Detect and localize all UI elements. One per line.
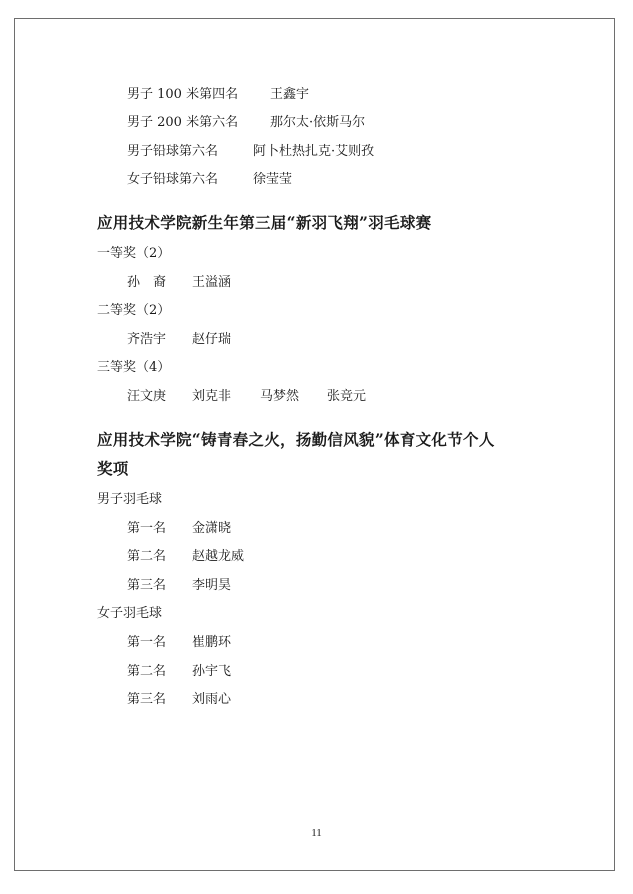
event-label: 女子铅球第六名 (127, 172, 219, 187)
winner-name: 崔鹏环 (192, 635, 232, 650)
winner-name: 刘克非 (192, 389, 232, 404)
category-label: 女子羽毛球 (97, 606, 163, 621)
winner-name: 孙 裔 (127, 275, 167, 290)
category-label: 男子羽毛球 (97, 492, 163, 507)
event-label: 男子 200 米第六名 (127, 115, 239, 130)
event-label: 男子铅球第六名 (127, 144, 219, 159)
prize-label: 三等奖（4） (97, 360, 171, 375)
place-label: 第二名 (127, 549, 167, 564)
result-row (127, 86, 238, 104)
winner-name: 孙宇飞 (192, 664, 232, 679)
winner-name: 马梦然 (260, 389, 300, 404)
winner-name: 汪文庚 (127, 389, 167, 404)
winner-name: 齐浩宇 (127, 332, 167, 347)
place-label: 第三名 (127, 692, 167, 707)
athlete-name: 阿卜杜热扎克·艾则孜 (253, 144, 375, 159)
prize-label: 二等奖（2） (97, 303, 171, 318)
event-label: 男子 100 米第四名 (127, 87, 239, 102)
athlete-name: 那尔太·依斯马尔 (270, 115, 366, 130)
place-label: 第一名 (127, 521, 167, 536)
section-heading-continued: 奖项 (97, 459, 129, 478)
prize-label: 一等奖（2） (97, 246, 171, 261)
result-row (127, 171, 218, 189)
winner-name: 金潇晓 (192, 521, 232, 536)
winner-name: 赵越龙威 (192, 549, 245, 564)
result-row (127, 114, 238, 132)
winner-name: 张竞元 (327, 389, 367, 404)
athlete-name: 徐莹莹 (253, 172, 293, 187)
winner-name: 赵仔瑞 (192, 332, 232, 347)
place-label: 第二名 (127, 664, 167, 679)
winner-name: 刘雨心 (192, 692, 232, 707)
result-row (127, 143, 218, 161)
section-heading: 应用技术学院“铸青春之火，扬勤信风貌”体育文化节个人 (97, 430, 495, 449)
athlete-name: 王鑫宇 (270, 87, 310, 102)
page-number: 11 (311, 827, 322, 839)
place-label: 第一名 (127, 635, 167, 650)
winner-name: 王溢涵 (192, 275, 232, 290)
place-label: 第三名 (127, 578, 167, 593)
section-heading: 应用技术学院新生年第三届“新羽飞翔”羽毛球赛 (97, 213, 432, 232)
winner-name: 李明昊 (192, 578, 232, 593)
